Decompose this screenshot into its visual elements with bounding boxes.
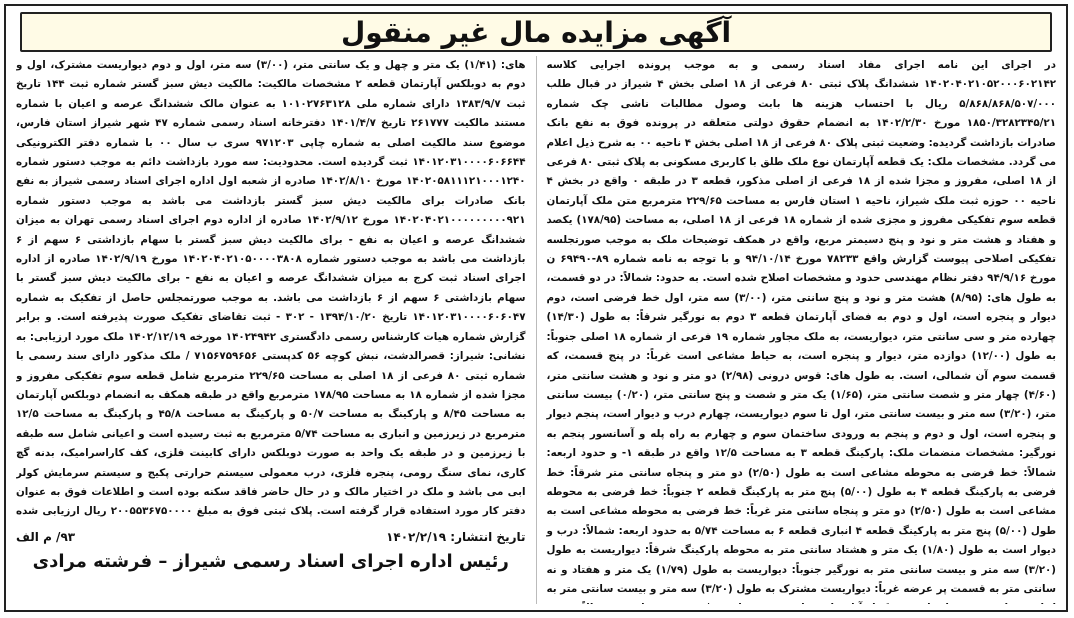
- notice-frame: [4, 4, 1068, 612]
- notice-title: آگهی مزایده مال غیر منقول: [340, 15, 732, 49]
- publish-date: تاریخ انتشار: ۱۴۰۲/۲/۱۹: [386, 530, 526, 545]
- left-column: [16, 56, 526, 604]
- column-divider: [536, 56, 537, 604]
- right-column-text: در اجرای این نامه اجرای مفاد اسناد رسمی و به موجب پرونده اجرایی کلاسه ۱۴۰۲۰۴۰۲۱۰۵۲۰۰۰۶۰۲۱۴۲ ششدانگ پلاک ثبتی ۸۰ فرعی از ۱۸ اصلی بخش ۴ شیراز در قبال طلب ۵/۸۶۸/۸۶۸/۵۰۷/۰۰۰ ریال با احتساب هزینه ها بابت وصول مطالبات ناشی چک شماره ۱۸۵۰/۳۲۸۲۳۴۵/۲۱ مورخ ۱۴۰۲/۲/۳۰ به انضمام حقوق دولتی متعلقه در پرونده فوق به نفع بانک صادرات بازداشت گردیده: وضعیت ثبتی پلاک ۸۰ فرعی از ۱۸ اصلی بخش ۴ ناحیه ۰۰ به شرح ذیل اعلام می گردد. مشخصات ملک: یک قطعه آپارتمان نوع ملک طلق با کاربری مسکونی به پلاک ثبتی ۸۰ فرعی از ۱۸ اصلی، مفروز و مجزا شده از ۱۸ فرعی از اصلی مذکور، قطعه ۳ در طبقه ۰ واقع در بخش ۴ ناحیه ۰۰ حوزه ثبت ملک شیراز، ناحیه ۱ استان فارس به مساحت ۲۲۹/۶۵ مترمربع متن ملک آپارتمان قطعه سوم تفکیکی مفروز و مجزی شده از شماره ۱۸ فرعی از ۱۸ اصلی، به مساحت (۱۷۸/۹۵) یکصد و هفتاد و هشت متر و نود و پنج دسیمتر مربع، واقع در همکف توضیحات ملک به موجب صورتجلسه تفکیکی اصلاحی پیوست گزارش واقع ۷۸۲۳۳ مورخ ۹۴/۱۰/۱۴ و با توجه به نامه شماره ۸۹-۶۹۴۹۰ ن مورخ ۹۴/۹/۱۶ دفتر نظام مهندسی حدود و مشخصات اصلاح شده است. به حدود: شمالاً: در دو قسمت، به طول های: (۸/۹۵) هشت متر و نود و پنج سانتی متر، (۳/۰۰) سه متر، اول خط فرضی است، دوم دیوار و پنجره است، اول و دوم به فضای آپارتمان قطعه ۳ دوم به نورگیر شرقاً: به طول (۱۴/۳۰) چهارده متر و سی سانتی متر، دیواریست، به ملک مجاور شماره ۱۹ فرعی از شماره ۱۸ اصلی جنوباً: به طول (۱۲/۰۰) دوازده متر، دیوار و پنجره است، به حیاط مشاعی است غرباً: در پنج قسمت، که قسمت سوم آن شمالی، است. به طول های: قوس درونی (۲/۹۸) دو متر و نود و هشت سانتی متر، (۴/۶۰) چهار متر و شصت سانتی متر، (۱/۶۵) یک متر و شصت و پنج سانتی متر، (۰/۲۰) بیست سانتی متر، (۳/۲۰) سه متر و بیست سانتی متر، اول تا سوم دیواریست، چهارم درب و دیوار است، پنجم دیوار و پنجره است، اول و دوم و پنجم به ورودی ساختمان سوم و چهارم به راه پله و آسانسور پنجم به نورگیر: مشخصات منضمات ملک: پارکینگ قطعه ۳ به مساحت ۱۲/۵ واقع در طبقه ۱- و حدود اربعه: شمالاً: خط فرضی به محوطه مشاعی است به طول (۲/۵۰) دو متر و پنجاه سانتی متر شرقاً: خط فرضی به پارکینگ قطعه ۴ به طول (۵/۰۰) پنج متر به پارکینگ قطعه ۲ جنوباً: خط فرضی به محوطه مشاعی است به طول (۲/۵۰) دو متر و پنجاه سانتی متر غرباً: خط فرضی به محوطه مشاعی است به طول (۵/۰۰) پنج متر به پارکینگ قطعه ۴ انباری قطعه ۶ به مساحت ۵/۷۴ به حدود اربعه: شمالاً: درب و دیوار است به طول (۱/۸۰) یک متر و هشتاد سانتی متر به محوطه پارکینگ شرقاً: دیواریست به طول (۳/۲۰) سه متر و بیست سانتی متر به نورگیر جنوباً: دیواریست به طول (۱/۷۹) یک متر و هفتاد و نه سانتی متر به قسمت پر عرضه غرباً: دیواریست مشترک به طول (۳/۲۰) سه متر و بیست سانتی متر به: [546, 59, 1056, 595]
- left-column-body: [16, 56, 526, 526]
- reference-code: ۹۳/ م الف: [15, 530, 76, 545]
- notice-body: [16, 56, 1056, 604]
- publish-row: [16, 528, 526, 548]
- title-banner: [20, 12, 1052, 52]
- right-column: [546, 56, 1056, 604]
- left-column-text: های: (۱/۴۱) یک متر و چهل و یک سانتی متر، (۳/۰۰) سه متر، اول و دوم دیواریست مشترک، اول و دوم به دوبلکس آپارتمان قطعه ۲ مشخصات مالکیت: مالکیت دیش سبز گستر شماره ثبت ۱۴۴ تاریخ ثبت ۱۳۸۳/۹/۷ دارای شماره ملی ۱۰۱۰۲۷۶۳۱۲۸ به عنوان مالک ششدانگ عرصه و اعیان با شماره مستند مالکیت ۲۶۱۷۷۷ تاریخ ۱۴۰۱/۴/۷ دفترخانه اسناد رسمی شماره ۴۷ شهر شیراز استان فارس، موضوع سند مالکیت اصلی به شماره چاپی ۹۷۱۲۰۳ سری ب سال ۰۰ با شماره دفتر الکترونیکی ۱۴۰۱۲۰۳۱۰۰۰۰۶۰۶۶۴۴ ثبت گردیده است. محدودیت: سه مورد بازداشت دائم به موجب دستور شماره ۱۴۰۲۰۵۸۱۱۱۲۱۰۰۰۱۲۴۰ مورخ ۱۴۰۲/۸/۱۰ صادره از شعبه اول اداره اجرای اسناد رسمی شیراز به نفع بانک صادرات برای مالکیت دیش سبز گستر بازداشت می باشد به موجب دستور شماره ۱۴۰۲۰۴۰۲۱۰۰۰۰۰۰۰۰۰۹۲۱ مورخ ۱۴۰۲/۹/۱۲ صادره از اداره دوم اجرای اسناد رسمی تهران به میزان ششدانگ عرصه و اعیان به نفع - برای مالکیت دیش سبز گستر با سهام بازداشتی ۶ سهم از ۶ بازداشت می باشد به موجب دستور شماره ۱۴۰۲۰۴۰۲۱۰۵۰۰۰۰۳۸۰۸ مورخ ۱۴۰۲/۹/۱۹ صادره از اداره اجرای اسناد ثبت کرج به میزان ششدانگ عرصه و اعیان به نفع - برای مالکیت دیش سبز گستر با سهام بازداشتی ۶ سهم از ۶ بازداشت می باشد. به موجب صورتمجلس حاصل از تفکیک به شماره ۱۴۰۱۲۰۳۱۰۰۰۰۶۰۶۰۴۷ تاریخ ۱۳۹۴/۱۰/۲۰ - ۳۰۲ - ثبت تقاضای تفکیک صورت پذیرفته است. و برابر گزارش شماره هیات کارشناس رسمی دادگستری ۱۴۰۲۴۹۴۲ مورخه ۱۴۰۲/۱۲/۱۹ ملک مورد ارزیابی: به نشانی: شیراز: قصرالدشت، نبش کوچه ۵۶ کدپستی ۷۱۵۶۷۵۹۶۵۶ / ملک مذکور دارای سند رسمی با شماره ثبتی ۸۰ فرعی از ۱۸ اصلی به مساحت ۲۲۹/۶۵ مترمربع شامل قطعه سوم تفکیکی مفروز و مجزا شده از شماره ۱۸ به مساحت ۱۷۸/۹۵ مترمربع واقع در طبقه همکف به انضمام دوبلکس آپارتمان به مساحت ۸/۴۵ و پارکینگ به مساحت ۵۰/۷ و پارکینگ به مساحت ۴۵/۸ و پارکینگ به مساحت ۱۲/۵ مترمربع در زیرزمین و انباری به مساحت ۵/۷۴ مترمربع به ثبت رسیده است و اعیانی شامل سه طبقه با زیرزمین و در طبقه یک واحد به صورت دوبلکس دارای کابینت فلزی، کف کاراسرامیک، بدنه گچ کاری، نمای سنگ رومی، پنجره فلزی، درب معمولی سیستم حرارتی پکیج و سیستم سرمایش کولر ابی می باشد و ملک در اختیار مالک و در حال حاضر فاقد سکنه بوده است و اطلاعات فوق به عنوان دفتر کار مورد استفاده قرار گرفته است. پلاک ثبتی فوق به مبلغ ۲۰۰۵۵۳۶۷۵۰۰۰۰ ریال ارزیابی شده: [15, 59, 526, 518]
- signature-line: رئیس اداره اجرای اسناد رسمی شیراز – فرشته مرادی: [32, 551, 509, 572]
